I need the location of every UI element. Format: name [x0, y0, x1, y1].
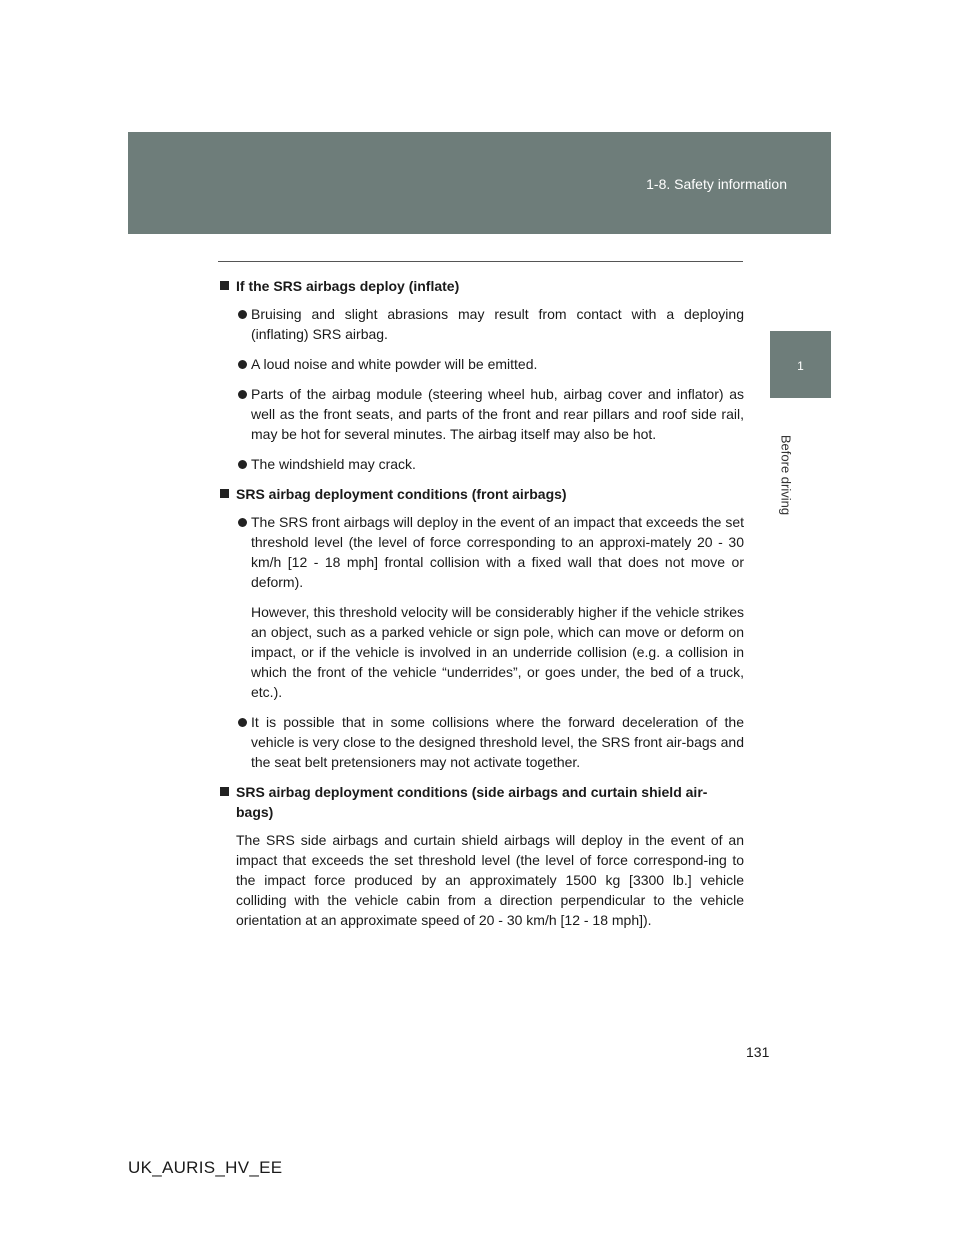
bullet-dot-icon [238, 310, 247, 319]
bullet-dot-icon [238, 460, 247, 469]
document-code: UK_AURIS_HV_EE [128, 1158, 283, 1177]
list-item-text: A loud noise and white powder will be emitted. [251, 356, 538, 372]
chapter-tab [770, 331, 831, 398]
page-number: 131 [746, 1044, 770, 1060]
list-item-text: Parts of the airbag module (steering wheel hub, airbag cover and inflator) as well as the front seats, and parts of the front and rear pillars and roof side rail, may be hot for several minutes. The airbag itself may also be hot. [251, 386, 744, 442]
list-item-text: Bruising and slight abrasions may result from contact with a deploying (inflating) SRS airbag. [251, 306, 744, 342]
bullet-dot-icon [238, 518, 247, 527]
list-item [218, 384, 744, 444]
chapter-number: 1 [797, 359, 804, 373]
section-title: 1-8. Safety information [646, 176, 787, 192]
continuation-paragraph: However, this threshold velocity will be considerably higher if the vehicle strikes an object, such as a parked vehicle or sign pole, which can move or deform on impact, or if the vehicle is involved in an underride collision (e.g. a collision in which the front of the vehicle “underrides”, or goes under, the bed of a truck, etc.). [251, 604, 744, 700]
list-item [218, 354, 744, 374]
list-item [218, 454, 744, 474]
list-item-text: The windshield may crack. [251, 456, 416, 472]
bullet-dot-icon [238, 718, 247, 727]
list-item-text: It is possible that in some collisions where the forward deceleration of the vehicle is very close to the designed threshold level, the SRS front air-bags and the seat belt pretensioners may not activate together. [251, 714, 744, 770]
bullet-dot-icon [238, 360, 247, 369]
list-item [218, 304, 744, 344]
list-item-text: The SRS front airbags will deploy in the event of an impact that exceeds the set threshold level (the level of force corresponding to an approxi-mately 20 - 30 km/h [12 - 18 mph] frontal collision with a fixed wall that does not move or deform). [251, 514, 744, 590]
heading-airbags-deploy: If the SRS airbags deploy (inflate) [218, 276, 744, 296]
main-content [218, 276, 744, 938]
heading-side-airbags: SRS airbag deployment conditions (side airbags and curtain shield air-bags) [218, 782, 744, 822]
list-item [218, 712, 744, 772]
bullet-dot-icon [238, 390, 247, 399]
chapter-label-text: Before driving [778, 434, 794, 516]
heading-front-airbags: SRS airbag deployment conditions (front airbags) [218, 484, 744, 504]
body-paragraph: The SRS side airbags and curtain shield airbags will deploy in the event of an impact that exceeds the set threshold level (the level of force correspond-ing to the impact force produced by an approximately 1500 kg [3300 lb.] vehicle colliding with the vehicle cabin from a direction perpendicular to the vehicle orientation at an approximate speed of 20 - 30 km/h [12 - 18 mph]). [236, 832, 744, 928]
header-band [128, 132, 831, 234]
top-rule [218, 261, 743, 262]
chapter-label [771, 420, 801, 530]
list-item [218, 512, 744, 592]
